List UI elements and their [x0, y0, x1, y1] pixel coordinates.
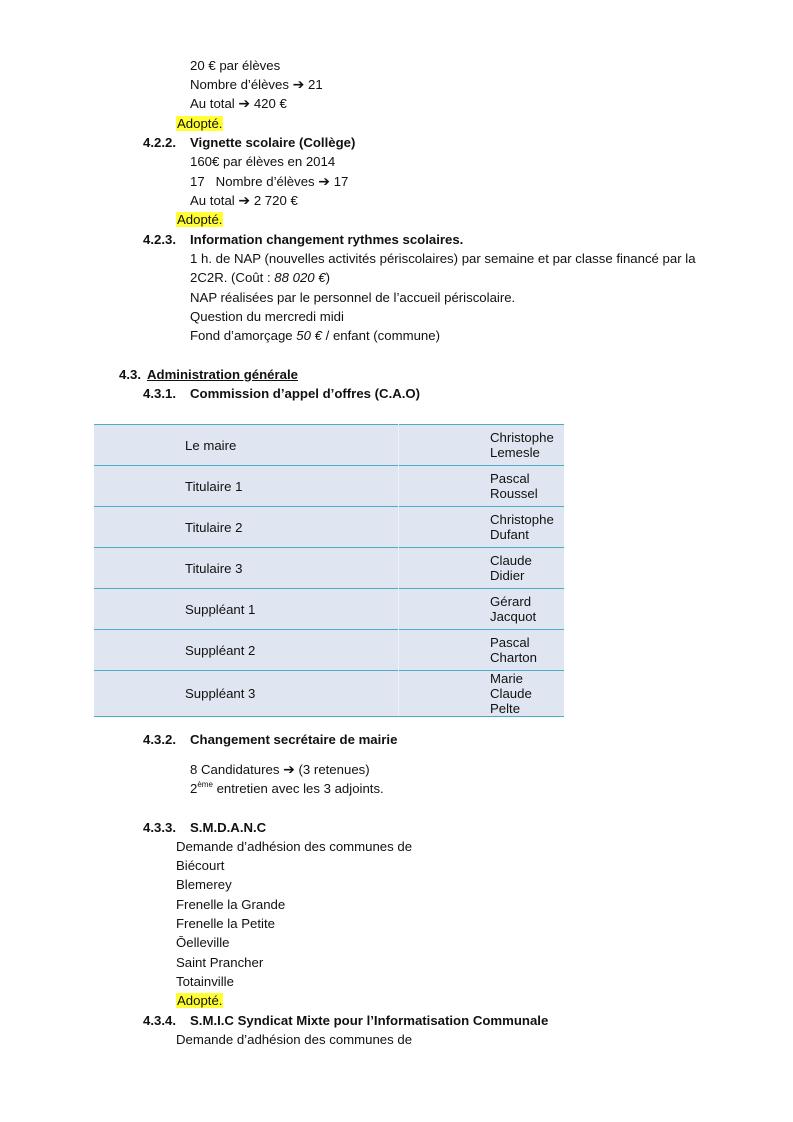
nap-line: 1 h. de NAP (nouvelles activités périscolaires) par semaine et par classe financé par la	[190, 251, 696, 266]
member-name: Pascal Charton	[399, 630, 565, 671]
fund-line: Fond d’amorçage 50 € / enfant (commune)	[190, 328, 440, 343]
table-row	[94, 630, 564, 671]
section-number: 4.3.2.	[143, 732, 176, 747]
member-name: Christophe Lemesle	[399, 425, 565, 466]
member-role: Titulaire 2	[94, 507, 399, 548]
list-item: Frenelle la Grande	[176, 896, 286, 912]
total-line	[190, 191, 298, 210]
total-label: Au total	[190, 193, 235, 208]
total-value: 420 €	[253, 96, 287, 111]
table-row	[94, 507, 564, 548]
list-item: Totainville	[176, 973, 234, 989]
section-title: S.M.D.A.N.C	[190, 820, 267, 835]
cost-value: 88 020 €	[274, 270, 326, 285]
section-number: 4.3.4.	[143, 1013, 176, 1028]
member-role: Suppléant 2	[94, 630, 399, 671]
interview-line: 2ème entretien avec les 3 adjoints.	[190, 780, 384, 796]
decision-adopted: Adopté.	[177, 993, 223, 1008]
table-row	[94, 671, 564, 717]
section-title: Administration générale	[147, 367, 298, 382]
table-row	[94, 425, 564, 466]
total-label: Au total	[190, 96, 235, 111]
price-line: 160€ par élèves en 2014	[190, 154, 336, 169]
section-title: Changement secrétaire de mairie	[190, 732, 398, 747]
list-item: Saint Prancher	[176, 954, 264, 970]
arrow-icon: ➔	[238, 192, 251, 208]
candidates-line: 8 Candidatures ➔ (3 retenues)	[190, 761, 370, 777]
count-label: Nombre d’élèves	[190, 77, 289, 92]
arrow-icon: ➔	[238, 95, 251, 111]
section-number: 4.3.3.	[143, 820, 176, 835]
section-number: 4.2.2.	[143, 135, 176, 150]
list-item: Frenelle la Petite	[176, 915, 275, 931]
member-name: Claude Didier	[399, 548, 565, 589]
member-role: Suppléant 1	[94, 589, 399, 630]
section-number: 4.3.1.	[143, 386, 176, 401]
table-row	[94, 466, 564, 507]
member-name: Pascal Roussel	[399, 466, 565, 507]
count-line	[190, 172, 348, 191]
count-line	[190, 75, 323, 94]
member-name: Gérard Jacquot	[399, 589, 565, 630]
list-item: Biécourt	[176, 858, 225, 873]
arrow-icon: ➔	[292, 76, 305, 92]
count-label: Nombre d’élèves	[215, 174, 315, 189]
section-title: S.M.I.C Syndicat Mixte pour l’Informatisation Communale	[190, 1013, 549, 1028]
section-number: 4.3.	[119, 367, 141, 382]
cao-members-table	[94, 424, 564, 717]
section-title: Information changement rythmes scolaires.	[190, 232, 464, 247]
membership-request: Demande d’adhésion des communes de	[176, 1032, 413, 1047]
list-item: Ōelleville	[176, 935, 230, 951]
section-title: Commission d’appel d’offres (C.A.O)	[190, 386, 421, 401]
nap-staff-line: NAP réalisées par le personnel de l’accueil périscolaire.	[190, 290, 516, 305]
count-value: 17	[333, 174, 349, 189]
table-row	[94, 589, 564, 630]
arrow-icon: ➔	[283, 761, 295, 777]
member-role: Titulaire 1	[94, 466, 399, 507]
table-row	[94, 548, 564, 589]
count-prefix: 17	[190, 174, 205, 189]
member-role: Le maire	[94, 425, 399, 466]
count-value: 21	[308, 77, 323, 92]
cost-line: 2C2R. (Coût : 88 020 €)	[190, 270, 331, 285]
member-name: Marie Claude Pelte	[399, 671, 565, 717]
arrow-icon: ➔	[318, 173, 331, 189]
decision-adopted: Adopté.	[177, 212, 223, 227]
member-role: Suppléant 3	[94, 671, 399, 717]
section-number: 4.2.3.	[143, 232, 176, 247]
member-role: Titulaire 3	[94, 548, 399, 589]
section-title: Vignette scolaire (Collège)	[190, 135, 356, 150]
membership-request: Demande d’adhésion des communes de	[176, 839, 413, 854]
decision-adopted: Adopté.	[177, 116, 223, 131]
wednesday-line: Question du mercredi midi	[190, 309, 344, 324]
list-item: Blemerey	[176, 877, 232, 893]
member-name: Christophe Dufant	[399, 507, 565, 548]
fund-amount: 50 €	[296, 328, 322, 343]
total-value: 2 720 €	[253, 193, 298, 208]
total-line	[190, 94, 287, 113]
price-line: 20 € par élèves	[190, 58, 281, 73]
